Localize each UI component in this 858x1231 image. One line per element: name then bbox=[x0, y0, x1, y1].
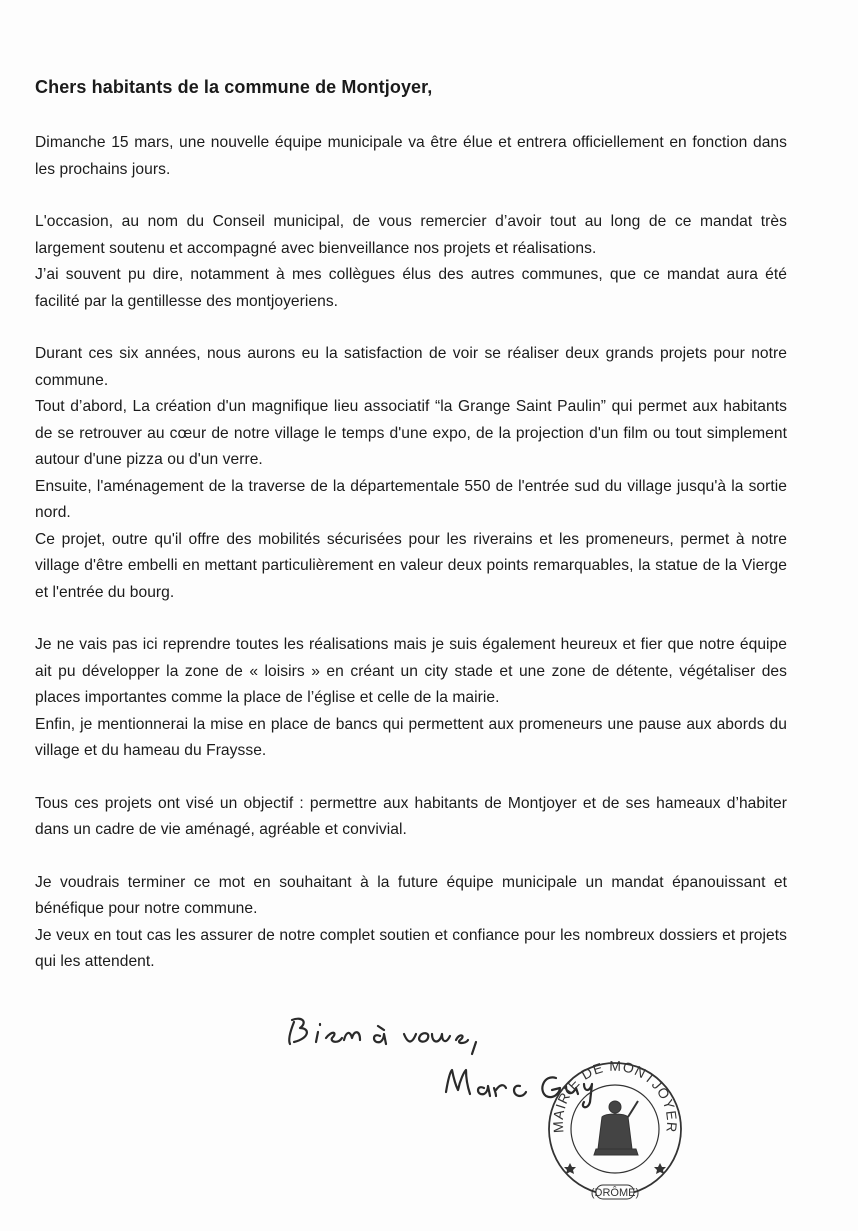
paragraph-line: Enfin, je mentionnerai la mise en place de bancs qui permettent aux promeneurs une pause aux abords du village et du hameau du Fraysse. bbox=[35, 715, 787, 759]
paragraph-line: Dimanche 15 mars, une nouvelle équipe municipale va être élue et entrera officiellement en fonction dans les prochains jours. bbox=[35, 134, 787, 178]
paragraph-objective bbox=[35, 791, 787, 844]
paragraph-line: Tout d’abord, La création d'un magnifique lieu associatif “la Grange Saint Paulin” qui permet aux habitants de se retrouver au cœur de notre village le temps d'une expo, de la projection d'un film ou tout simplement autour d'une pizza ou d'un verre. bbox=[35, 398, 787, 468]
salutation: Chers habitants de la commune de Montjoyer, bbox=[35, 77, 433, 97]
paragraph-projects bbox=[35, 341, 787, 606]
paragraph-line: Je veux en tout cas les assurer de notre complet soutien et confiance pour les nombreux dossiers et projets qui les attendent. bbox=[35, 926, 787, 970]
paragraph-line: Tous ces projets ont visé un objectif : permettre aux habitants de Montjoyer et de ses hameaux d’habiter dans un cadre de vie aménagé, agréable et convivial. bbox=[35, 794, 787, 838]
paragraph-line: L'occasion, au nom du Conseil municipal, de vous remercier d’avoir tout au long de ce mandat très largement soutenu et accompagné avec bienveillance nos projets et réalisations. bbox=[35, 213, 787, 257]
paragraph-line: Ce projet, outre qu'il offre des mobilités sécurisées pour les riverains et les promeneurs, permet à notre village d'être embelli en mettant particulièrement en valeur deux points remarquables, la statue de la Vierge et l'entrée du bourg. bbox=[35, 530, 787, 601]
paragraph-closing bbox=[35, 870, 787, 976]
paragraph-line: Je ne vais pas ici reprendre toutes les réalisations mais je suis également heureux et fier que notre équipe ait pu développer la zone de « loisirs » en créant un city stade et une zone de détente, végétaliser des places importantes comme la place de l’église et celle de la mairie. bbox=[35, 636, 787, 706]
paragraph-line: Ensuite, l'aménagement de la traverse de la départementale 550 de l'entrée sud du village jusqu'à la sortie nord. bbox=[35, 477, 787, 521]
paragraph-line: Durant ces six années, nous aurons eu la satisfaction de voir se réaliser deux grands projets pour notre commune. bbox=[35, 345, 787, 389]
municipal-seal bbox=[540, 1045, 690, 1205]
paragraph-line: Je voudrais terminer ce mot en souhaitant à la future équipe municipale un mandat épanouissant et bénéfique pour notre commune. bbox=[35, 873, 787, 917]
paragraph-achievements bbox=[35, 632, 787, 765]
paragraph-thanks bbox=[35, 209, 787, 315]
paragraph-election bbox=[35, 130, 787, 183]
paragraph-line: J’ai souvent pu dire, notamment à mes collègues élus des autres communes, que ce mandat aura été facilité par la gentillesse des montjoyeriens. bbox=[35, 266, 787, 310]
seal-text-bottom: (DRÔME) bbox=[590, 1187, 640, 1199]
seal-drawing bbox=[540, 1045, 690, 1205]
seal-text-top: MAIRIE DE MONTJOYER bbox=[549, 1057, 681, 1134]
letter-body bbox=[35, 74, 787, 1002]
